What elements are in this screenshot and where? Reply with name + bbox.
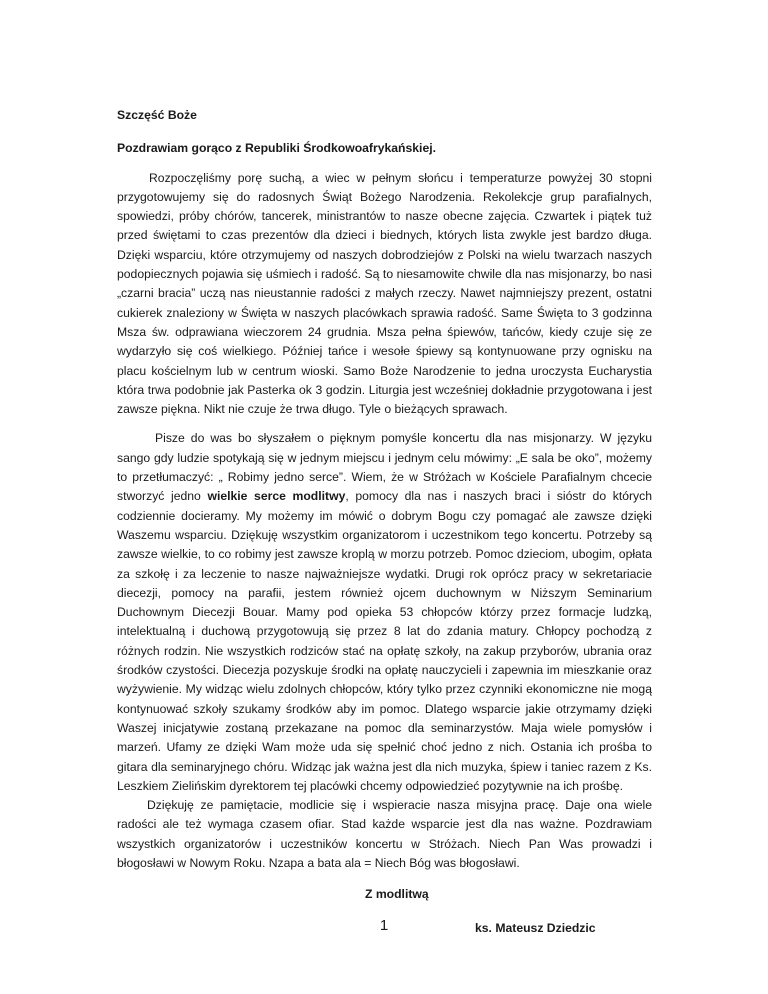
paragraph-2-bold-phrase: wielkie serce modlitwy (207, 489, 346, 504)
letter-closing: Z modlitwą (365, 887, 429, 902)
paragraph-2 (117, 429, 652, 796)
page-number: 1 (379, 917, 389, 934)
letter-signature: ks. Mateusz Dziedzic (475, 920, 596, 935)
paragraph-2-text-start: Pisze do was bo słyszałem o pięknym pomyśle koncertu dla nas misjonarzy. W języku sango gdy ludzie spotykają się w jednym miejscu i jednym celu mówimy: „E sala be oko”, możemy to przetłumaczyć: „ Robimy jedno serce”. Wiem, że w Stróżach w Kościele Parafialnym chcecie stworzyć jedno (117, 431, 652, 504)
letter-subgreeting: Pozdrawiam gorąco z Republiki Środkowoafrykańskiej. (117, 141, 436, 156)
paragraph-1: Rozpoczęliśmy porę suchą, a wiec w pełnym słońcu i temperaturze powyżej 30 stopni przygotowujemy się do radosnych Świąt Bożego Narodzenia. Rekolekcje grup parafialnych, spowiedzi, próby chórów, tancerek, ministrantów to nasze obecne zajęcia. Czwartek i piątek tuż przed świętami to czas prezentów dla dzieci i biednych, których lista zwykle jest bardzo długa. Dzięki wsparciu, które otrzymujemy od naszych dobrodziejów z Polski na wielu twarzach naszych podopiecznych pojawia się uśmiech i radość. Są to niesamowite chwile dla nas misjonarzy, bo nasi „czarni bracia” uczą nas nieustannie radości z małych rzeczy. Nawet najmniejszy prezent, ostatni cukierek znaleziony w Święta w naszych placówkach sprawia radość. Same Święta to 3 godzinna Msza św. odprawiana wieczorem 24 grudnia. Msza pełna śpiewów, tańców, kiedy czuje się ze wydarzyło się coś wielkiego. Później tańce i wesołe śpiewy są kontynuowane przy ognisku na placu kościelnym lub w centrum wioski. Samo Boże Narodzenie to jedna uroczysta Eucharystia która trwa podobnie jak Pasterka ok 3 godzin. Liturgia jest wcześniej dokładnie przygotowana i jest zawsze piękna. Nikt nie czuje że trwa długo. Tyle o bieżących sprawach. (117, 170, 652, 417)
letter-greeting: Szczęść Boże (117, 108, 197, 122)
paragraph-2-text-end: , pomocy dla nas i naszych braci i sióstr do których codziennie docieramy. My możemy im mówić o dobrym Bogu czy pomagać ale zawsze dzięki Waszemu wsparciu. Dziękuję wszystkim organizatorom i uczestnikom tego koncertu. Potrzeby są zawsze wielkie, to co robimy jest zawsze kroplą w morzu potrzeb. Pomoc dzieciom, ubogim, opłata za szkołę i za leczenie to nasze najważniejsze wydatki. Drugi rok oprócz pracy w sekretariacie diecezji, pomocy na parafii, jestem również ojcem duchownym w Niższym Seminarium Duchownym Diecezji Bouar. Mamy pod opieka 53 chłopców którzy przez formacje ludzką, intelektualną i duchową przygotowują się przez 8 lat do zdania matury. Chłopcy pochodzą z różnych rodzin. Nie wszystkich rodziców stać na opłatę szkoły, na zakup przyborów, ubrania oraz środków czystości. Diecezja pozyskuje środki na opłatę nauczycieli i zapewnia im mieszkanie oraz wyżywienie. My widząc wielu zdolnych chłopców, który tylko przez czynniki ekonomiczne nie mogą kontynuować szkoły szukamy środków aby im pomoc. Dlatego wsparcie jakie otrzymamy dzięki Waszej inicjatywie zostaną przekazane na pomoc dla seminarzystów. Maja wiele pomysłów i marzeń. Ufamy ze dzięki Wam może uda się spełnić choć jedno z nich. Ostania ich prośba to gitara dla seminaryjnego chóru. Widząc jak ważna jest dla nich muzyka, śpiew i taniec razem z Ks. Leszkiem Zielińskim dyrektorem tej placówki chcemy odpowiedzieć pozytywnie na ich prośbę. (117, 489, 653, 793)
paragraph-3: Dziękuję ze pamiętacie, modlicie się i wspieracie nasza misyjna pracę. Daje ona wiele radości ale też wymaga czasem ofiar. Stad każde wsparcie jest dla nas ważne. Pozdrawiam wszystkich organizatorów i uczestników koncertu w Stróżach. Niech Pan Was prowadzi i błogosławi w Nowym Roku. Nzapa a bata ala = Niech Bóg was błogosławi. (117, 798, 652, 870)
letter-body (117, 106, 652, 938)
